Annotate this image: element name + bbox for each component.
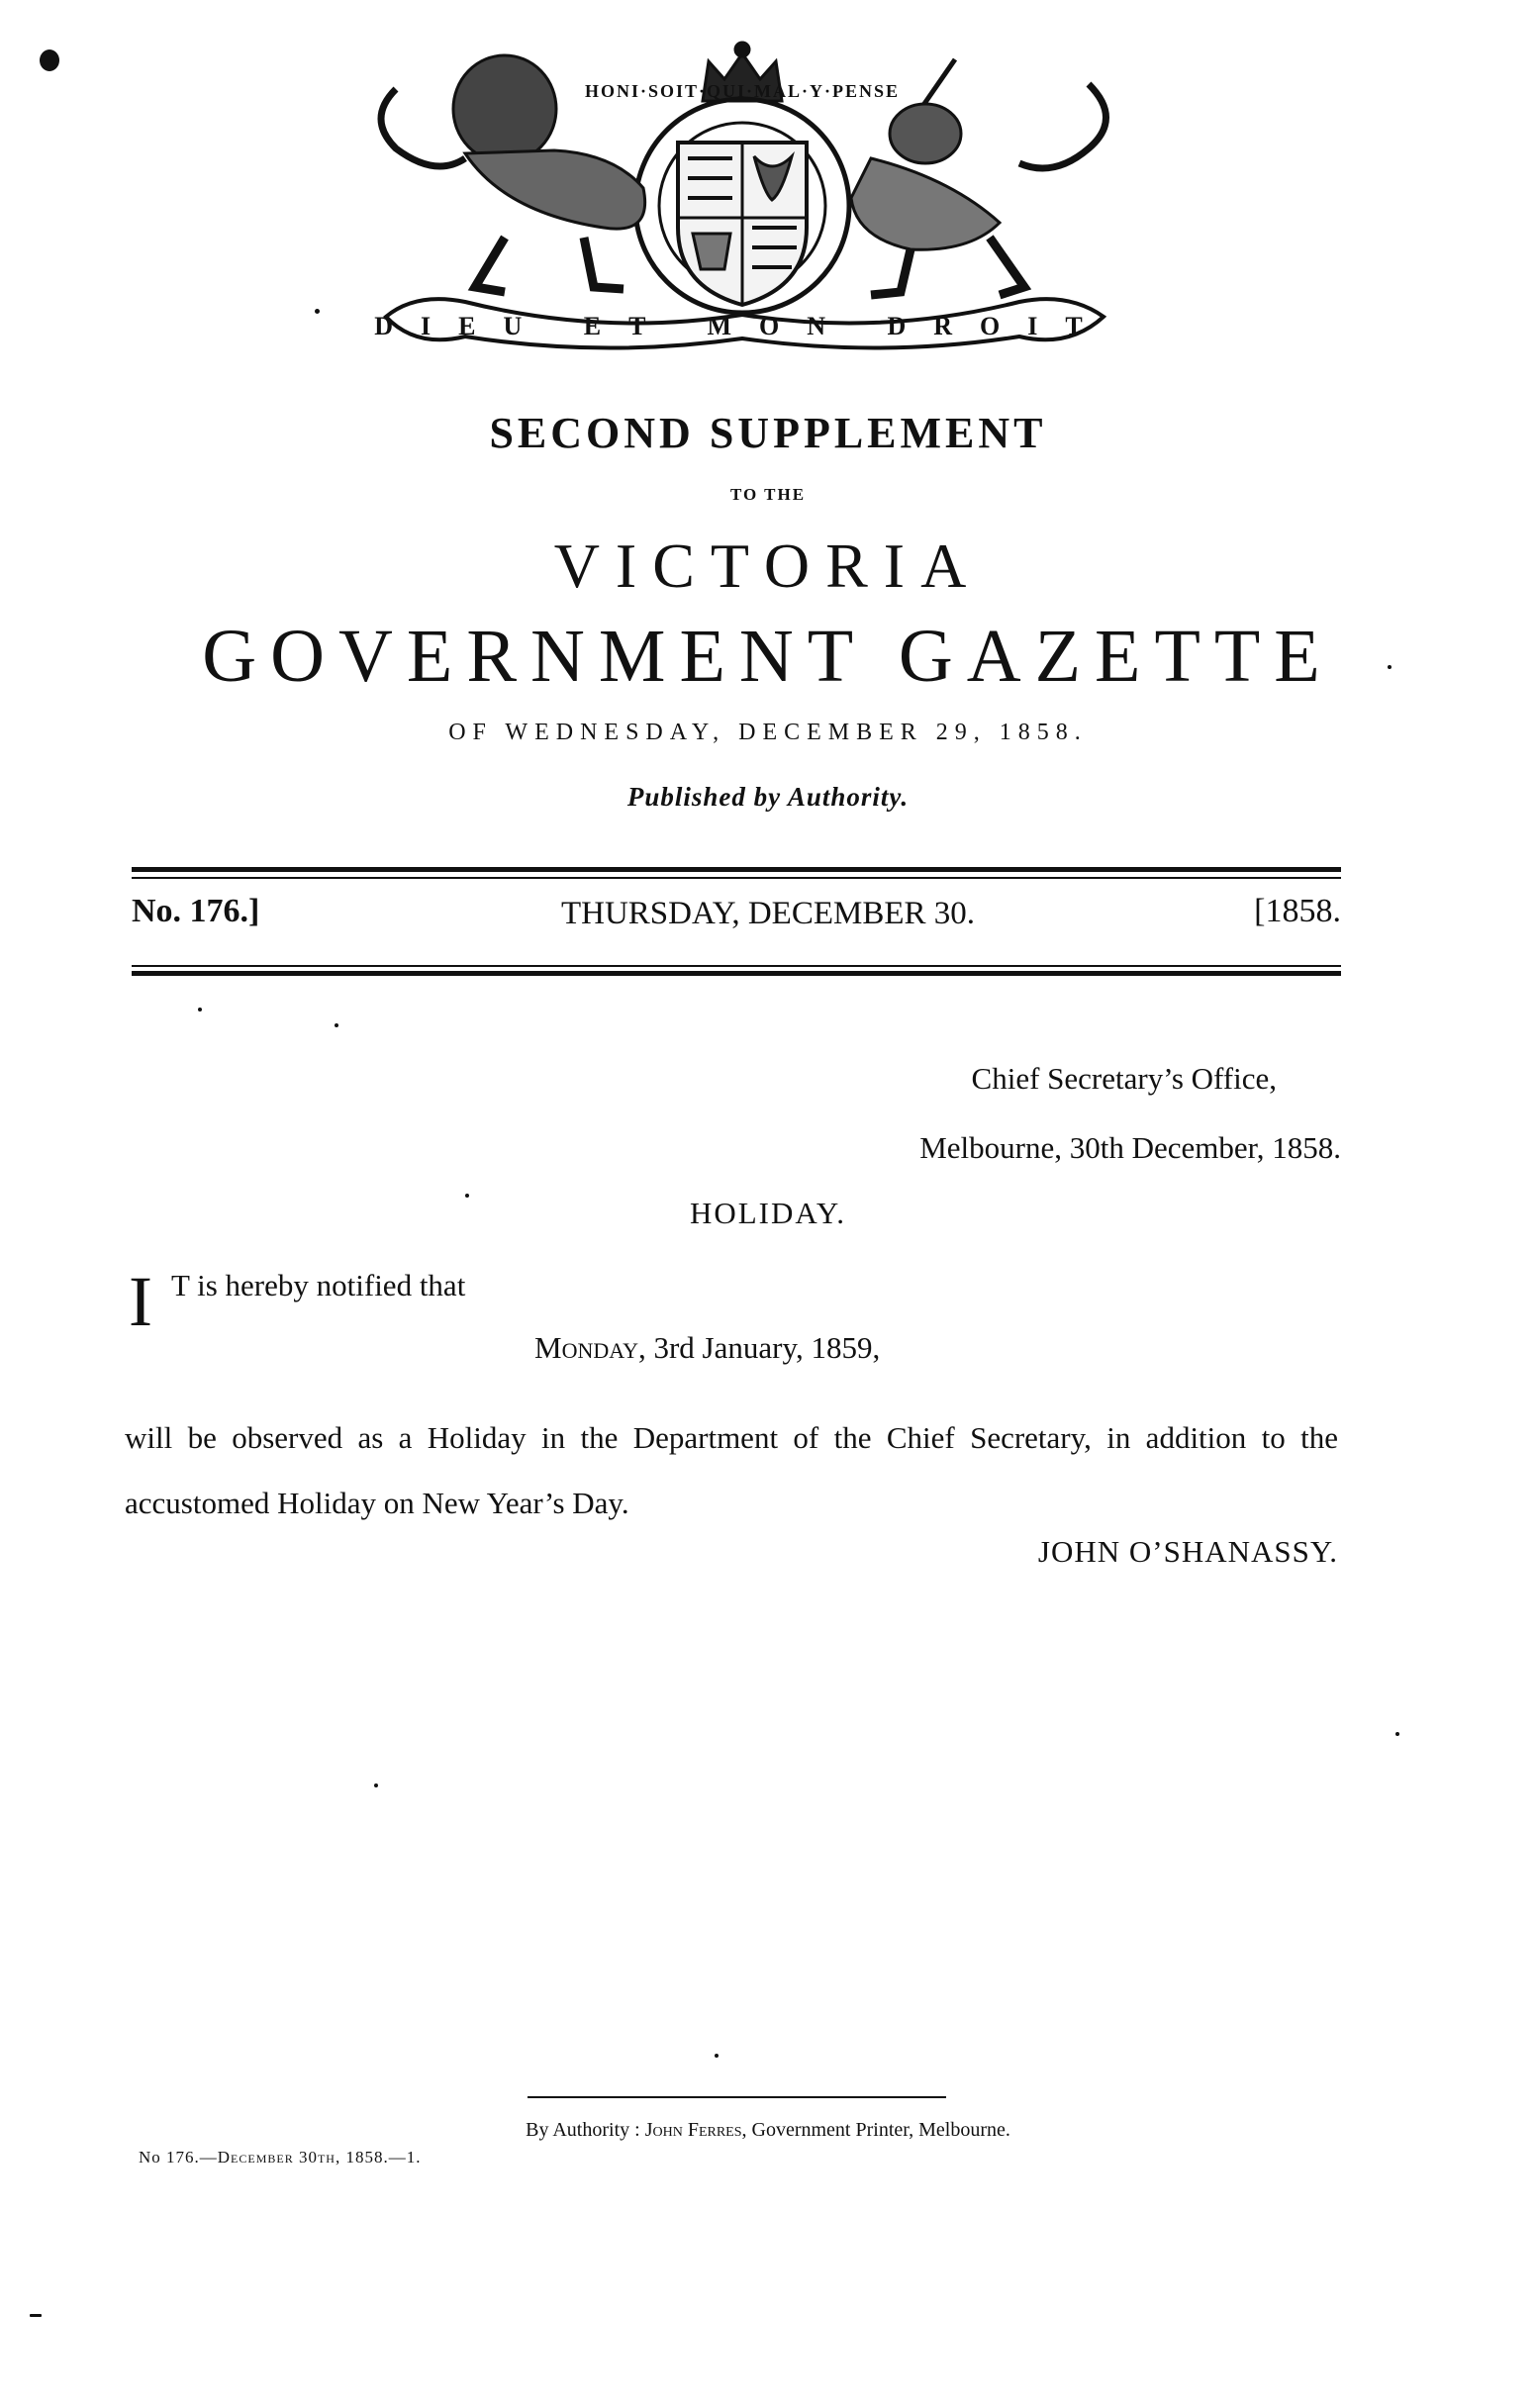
scan-speck <box>40 49 59 71</box>
thick-rule-top <box>132 867 1341 872</box>
scan-speck <box>335 1023 338 1027</box>
ribbon-motto: DIEU ET MON DROIT <box>374 312 1110 340</box>
footer-ref-no: No 176.— <box>139 2148 218 2167</box>
holiday-date-rest: 3rd January, 1859, <box>645 1330 881 1365</box>
scan-speck <box>465 1194 469 1198</box>
supplement-title: SECOND SUPPLEMENT <box>489 409 1047 457</box>
scan-speck <box>715 2054 719 2058</box>
imprint-rest: Government Printer, Melbourne. <box>746 2119 1010 2141</box>
scan-speck <box>1395 1732 1399 1736</box>
issue-date: THURSDAY, DECEMBER 30. <box>560 896 976 931</box>
notice-body: will be observed as a Holiday in the Department of the Chief Secretary, in addition to the accustomed Holiday on New Year’s Day. <box>125 1420 1338 1520</box>
issue-number: No. 176.] <box>132 893 260 929</box>
to-the-label: TO THE <box>729 485 807 504</box>
gazette-name-victoria: VICTORIA <box>553 530 983 601</box>
notice-heading: HOLIDAY. <box>689 1196 847 1230</box>
thick-rule-bottom <box>132 971 1341 976</box>
printer-imprint <box>0 2119 1536 2142</box>
notice-signature: JOHN O’SHANASSY. <box>1037 1534 1338 1569</box>
holiday-date <box>534 1330 880 1366</box>
footer-reference <box>139 2148 421 2167</box>
royal-coat-of-arms <box>356 40 1128 366</box>
notice-place-date: Melbourne, 30th December, 1858. <box>919 1130 1341 1165</box>
published-by-authority: Published by Authority. <box>626 782 910 812</box>
scan-speck <box>374 1783 378 1787</box>
footer-ref-date: December 30th, <box>217 2148 341 2167</box>
garter-motto: HONI·SOIT·QUI·MAL·Y·PENSE <box>584 81 901 101</box>
scan-speck <box>1388 665 1392 669</box>
gazette-name-main: GOVERNMENT GAZETTE <box>202 615 1334 698</box>
thin-rule-bottom <box>132 965 1341 967</box>
issue-year: [1858. <box>1254 893 1341 929</box>
notice-lead: T is hereby notified that <box>171 1268 466 1302</box>
gazette-dateline: OF WEDNESDAY, DECEMBER 29, 1858. <box>448 720 1088 745</box>
imprint-rule <box>528 2096 946 2098</box>
scan-speck <box>315 309 320 314</box>
notice-office: Chief Secretary’s Office, <box>971 1061 1277 1096</box>
footer-ref-rest: 1858.—1. <box>340 2148 422 2167</box>
holiday-weekday: Monday, <box>534 1330 646 1365</box>
imprint-prefix: By Authority : <box>526 2119 645 2141</box>
imprint-printer: John Ferres, <box>644 2119 747 2141</box>
thin-rule-top <box>132 877 1341 879</box>
drop-cap: I <box>129 1262 152 1341</box>
scan-speck <box>198 1008 202 1011</box>
scan-speck <box>30 2314 42 2317</box>
